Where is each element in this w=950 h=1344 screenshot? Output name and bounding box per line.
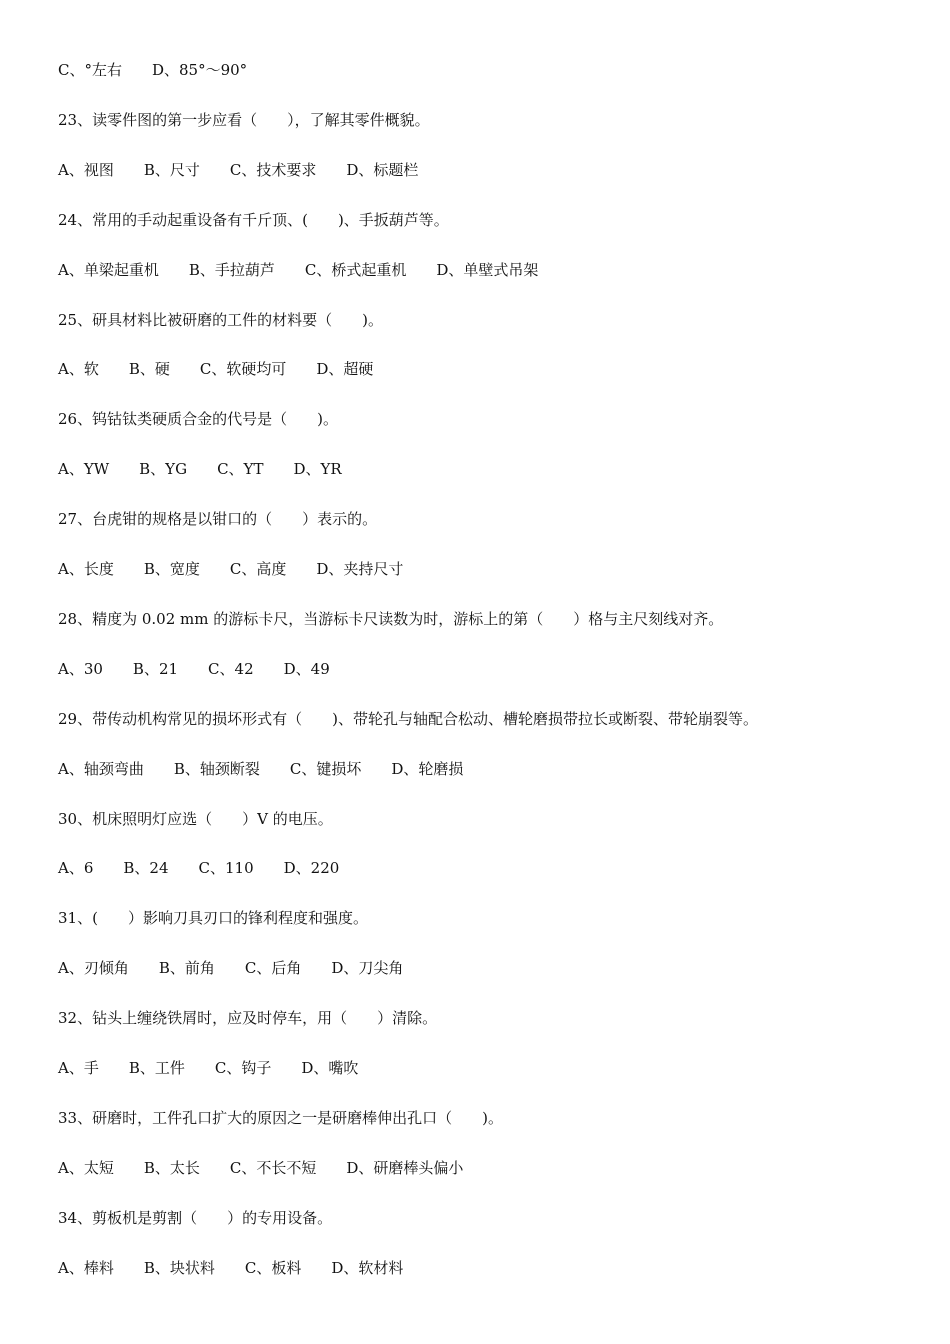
answer-option: A、棒料 <box>58 1258 114 1277</box>
question-text: 30、机床照明灯应选（ ）V 的电压。 <box>58 809 333 828</box>
answer-option: B、工件 <box>128 1059 185 1077</box>
answer-options <box>58 759 463 779</box>
answer-option: D、嘴吹 <box>301 1059 359 1077</box>
answer-option: D、标题栏 <box>346 160 419 179</box>
question-text: 28、精度为 0.02 mm 的游标卡尺，当游标卡尺读数为时，游标上的第（ ）格与主尺刻线对齐。 <box>58 609 724 628</box>
question-text: 27、台虎钳的规格是以钳口的（ ）表示的。 <box>58 510 378 529</box>
answer-options <box>58 1058 358 1078</box>
answer-option: B、太长 <box>143 1158 200 1177</box>
answer-option: B、宽度 <box>143 560 200 578</box>
answer-option: D、超硬 <box>316 360 374 379</box>
answer-option: D、YR <box>293 460 342 479</box>
question-text: 25、研具材料比被研磨的工件的材料要（ )。 <box>58 310 383 329</box>
question-text: 32、钻头上缠绕铁屑时，应及时停车，用（ ）清除。 <box>58 1009 438 1028</box>
answer-option: A、30 <box>58 659 103 678</box>
answer-option: B、YG <box>139 460 188 479</box>
question-text: 34、剪板机是剪割（ ）的专用设备。 <box>58 1208 333 1227</box>
answer-option: A、单梁起重机 <box>58 260 159 279</box>
answer-option: D、研磨棒头偏小 <box>346 1158 464 1177</box>
answer-option: C、高度 <box>229 560 287 578</box>
answer-option: A、6 <box>58 859 94 878</box>
answer-options <box>58 858 339 878</box>
answer-option: C、后角 <box>244 959 302 978</box>
answer-option: D、单壁式吊架 <box>436 260 539 279</box>
answer-options <box>58 160 418 180</box>
answer-options <box>58 359 373 379</box>
answer-option: B、尺寸 <box>143 160 200 179</box>
answer-option: A、轴颈弯曲 <box>58 759 144 778</box>
answer-options <box>58 559 403 579</box>
answer-option: A、长度 <box>58 560 114 578</box>
answer-option: C、技术要求 <box>229 160 317 179</box>
answer-option: A、太短 <box>58 1158 114 1177</box>
answer-option: A、软 <box>58 360 99 379</box>
answer-option: B、前角 <box>158 959 215 978</box>
answer-options <box>58 958 403 978</box>
answer-option: D、刀尖角 <box>331 959 404 978</box>
answer-options <box>58 1258 403 1278</box>
answer-option: B、手拉葫芦 <box>188 260 275 279</box>
answer-option: B、21 <box>132 659 179 678</box>
answer-options <box>58 659 330 679</box>
answer-option: C、键损坏 <box>289 759 362 778</box>
answer-option: C、不长不短 <box>229 1158 317 1177</box>
question-text: 24、常用的手动起重设备有千斤顶、( )、手扳葫芦等。 <box>58 210 449 229</box>
answer-option: D、49 <box>283 659 330 678</box>
question-text: 31、( ）影响刀具刃口的锋利程度和强度。 <box>58 909 368 928</box>
answer-options <box>58 459 342 479</box>
question-text: 26、钨钴钛类硬质合金的代号是（ )。 <box>58 410 338 429</box>
answer-option: C、桥式起重机 <box>304 260 407 279</box>
question-text: 29、带传动机构常见的损坏形式有（ )、带轮孔与轴配合松动、槽轮磨损带拉长或断裂、带轮崩裂等。 <box>58 709 758 728</box>
answer-option: B、硬 <box>128 360 170 379</box>
answer-option: B、轴颈断裂 <box>173 759 260 778</box>
answer-option: D、夹持尺寸 <box>316 560 404 578</box>
answer-option: C、42 <box>208 659 254 678</box>
answer-option: D、220 <box>283 859 340 878</box>
answer-option: C、YT <box>217 460 264 479</box>
answer-option: A、刃倾角 <box>58 959 129 978</box>
question-text: 33、研磨时，工件孔口扩大的原因之一是研磨棒伸出孔口（ )。 <box>58 1108 503 1127</box>
answer-option: A、手 <box>58 1059 99 1077</box>
question-text: C、°左右 D、85°～90° <box>58 61 248 79</box>
answer-option: B、块状料 <box>143 1258 215 1277</box>
answer-options <box>58 1158 463 1178</box>
answer-options <box>58 260 538 280</box>
answer-option: C、板料 <box>244 1258 302 1277</box>
answer-option: D、软材料 <box>331 1258 404 1277</box>
answer-option: A、YW <box>58 460 110 479</box>
question-text: 23、读零件图的第一步应看（ ），了解其零件概貌。 <box>58 110 430 129</box>
answer-option: A、视图 <box>58 160 114 179</box>
answer-option: D、轮磨损 <box>391 759 464 778</box>
answer-option: C、软硬均可 <box>199 360 287 379</box>
answer-option: C、110 <box>198 859 254 878</box>
answer-option: C、钩子 <box>214 1059 272 1077</box>
answer-option: B、24 <box>123 859 169 878</box>
